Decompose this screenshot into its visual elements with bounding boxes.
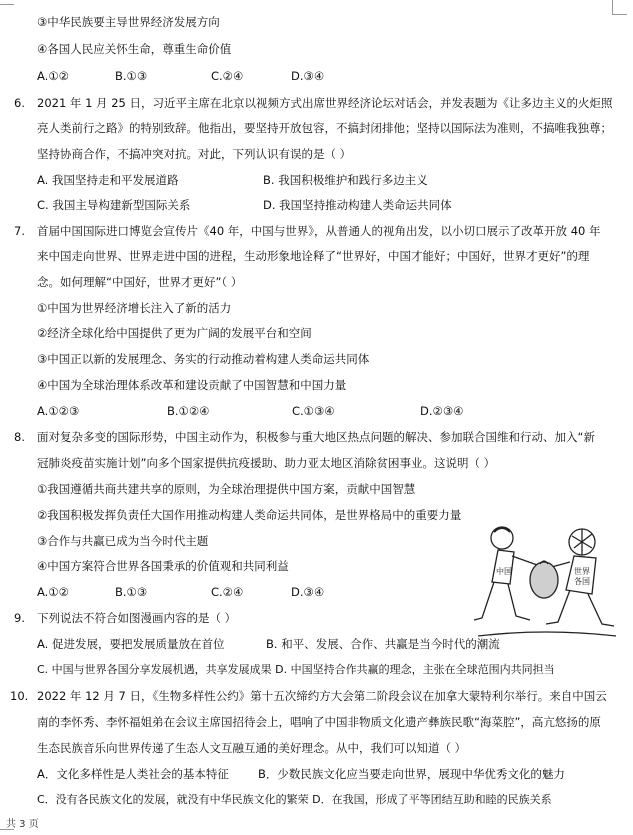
question-number: 6. [14, 96, 25, 110]
question-text: 念。如何理解“中国好，世界才更好”（ ） [37, 275, 243, 289]
option-c[interactable]: C.①③④ [292, 404, 335, 418]
option-c[interactable]: C.②④ [211, 69, 244, 83]
statement-3: ③中国正以新的发展理念、务实的行动推动着构建人类命运共同体 [37, 352, 370, 366]
statement-2: ②我国积极发挥负责任大国作用推动构建人类命运共同体，是世界格局中的重要力量 [37, 508, 462, 522]
option-b[interactable]: B. 和平、发展、合作、共赢是当今时代的潮流 [266, 637, 500, 651]
option-a[interactable]: A.①② [37, 585, 69, 599]
option-b[interactable]: B.①②④ [167, 404, 210, 418]
option-row [37, 68, 324, 84]
option-d[interactable]: D.②③④ [420, 404, 464, 418]
statement-2: ②经济全球化给中国提供了更为广阔的发展平台和空间 [37, 326, 312, 340]
question-text: 冠肺炎疫苗实施计划”向多个国家提供抗疫援助、助力亚太地区消除贫困事业。这说明（ ） [37, 456, 496, 470]
statement-1: ①我国遵循共商共建共享的原则，为全球治理提供中国方案，贡献中国智慧 [37, 482, 416, 496]
option-a[interactable]: A.①②③ [37, 404, 80, 418]
question-text: 生态民族音乐向世界传递了生态人文互融互通的美好理念。从中，我们可以知道（ ） [37, 741, 467, 755]
option-b[interactable]: B. 我国积极维护和践行多边主义 [263, 173, 428, 187]
statement-4: ④各国人民应关怀生命，尊重生命价值 [37, 42, 232, 56]
option-c[interactable]: C. 我国主导构建新型国际关系 [37, 198, 191, 212]
option-a[interactable]: A. 促进发展，要把发展质量放在首位 [37, 637, 225, 651]
option-c[interactable]: C.②④ [211, 585, 244, 599]
option-a[interactable]: A. 我国坚持走和平发展道路 [37, 173, 179, 187]
statement-4: ④中国方案符合世界各国秉承的价值观和共同利益 [37, 559, 289, 573]
question-text: 南的李怀秀、李怀福姐弟在会议主席国招待会上，唱响了中国非物质文化遗产彝族民歌“海菜腔”，高亢悠扬的原 [37, 715, 601, 729]
option-d[interactable]: D. 我国坚持推动构建人类命运共同体 [263, 198, 452, 212]
option-d[interactable]: D.③④ [291, 585, 325, 599]
question-text: 亮人类前行之路》的特别致辞。他指出，要坚持开放包容，不搞封闭排他；坚持以国际法为准则，不搞唯我独尊； [37, 121, 612, 135]
option-row [37, 403, 463, 419]
page-corner-mark [612, 0, 627, 15]
page-corner-mark [0, 4, 14, 5]
option-c-d-row[interactable]: C. 中国与世界各国分享发展机遇，共享发展成果 D. 中国坚持合作共赢的理念，主张在全球范围内共同担当 [37, 663, 555, 676]
question-number: 10. [10, 689, 29, 703]
option-c-d-row[interactable]: C．没有各民族文化的发展，就没有中华民族文化的繁荣 D．在我国，形成了平等团结互助和睦的民族关系 [37, 793, 552, 806]
cartoon-label-china: 中国 [496, 567, 512, 576]
cartoon-label-countries: 各国 [574, 577, 590, 586]
question-text: 坚持协商合作，不搞冲突对抗。对此，下列认识有误的是（ ） [37, 147, 352, 161]
statement-1: ①中国为世界经济增长注入了新的活力 [37, 301, 232, 315]
statement-3: ③中华民族要主导世界经济发展方向 [37, 15, 220, 29]
page-footer: 共 3 页 [6, 819, 39, 830]
question-text: 2022 年 12 月 7 日，《生物多样性公约》第十五次缔约方大会第二阶段会议在加拿大蒙特利尔举行。来自中国云 [37, 689, 607, 703]
question-number: 9. [14, 611, 25, 625]
question-text: 来中国走向世界、世界走进中国的进程，生动形象地诠释了“世界好，中国才能好；中国好，世界才更好”的理 [37, 249, 590, 263]
statement-3: ③合作与共赢已成为当今时代主题 [37, 534, 209, 548]
question-text: 2021 年 1 月 25 日，习近平主席在北京以视频方式出席世界经济论坛对话会，并发表题为《让多边主义的火炬照 [37, 96, 613, 110]
statement-4: ④中国为全球治理体系改革和建设贡献了中国智慧和中国力量 [37, 378, 347, 392]
page-corner-mark [0, 829, 14, 830]
question-text: 首届中国国际进口博览会宣传片《40 年，中国与世界》，从普通人的视角出发，以小切口展示了改革开放 40 年 [37, 224, 601, 238]
option-b[interactable]: B.①③ [115, 585, 148, 599]
question-text: 下列说法不符合如图漫画内容的是（ ） [37, 611, 237, 625]
cartoon-label-world: 世界 [574, 567, 590, 576]
option-a[interactable]: A.①② [37, 69, 69, 83]
option-row [37, 584, 324, 600]
question-number: 7. [14, 224, 25, 238]
question-text: 面对复杂多变的国际形势，中国主动作为，积极参与重大地区热点问题的解决、参加联合国维和行动、加入“新 [37, 430, 595, 444]
question-number: 8. [14, 430, 25, 444]
cartoon-illustration [470, 520, 620, 642]
option-a[interactable]: A．文化多样性是人类社会的基本特征 [37, 767, 229, 781]
option-b[interactable]: B.①③ [115, 69, 148, 83]
option-b[interactable]: B．少数民族文化应当要走向世界，展现中华优秀文化的魅力 [258, 767, 565, 781]
option-d[interactable]: D.③④ [291, 69, 325, 83]
